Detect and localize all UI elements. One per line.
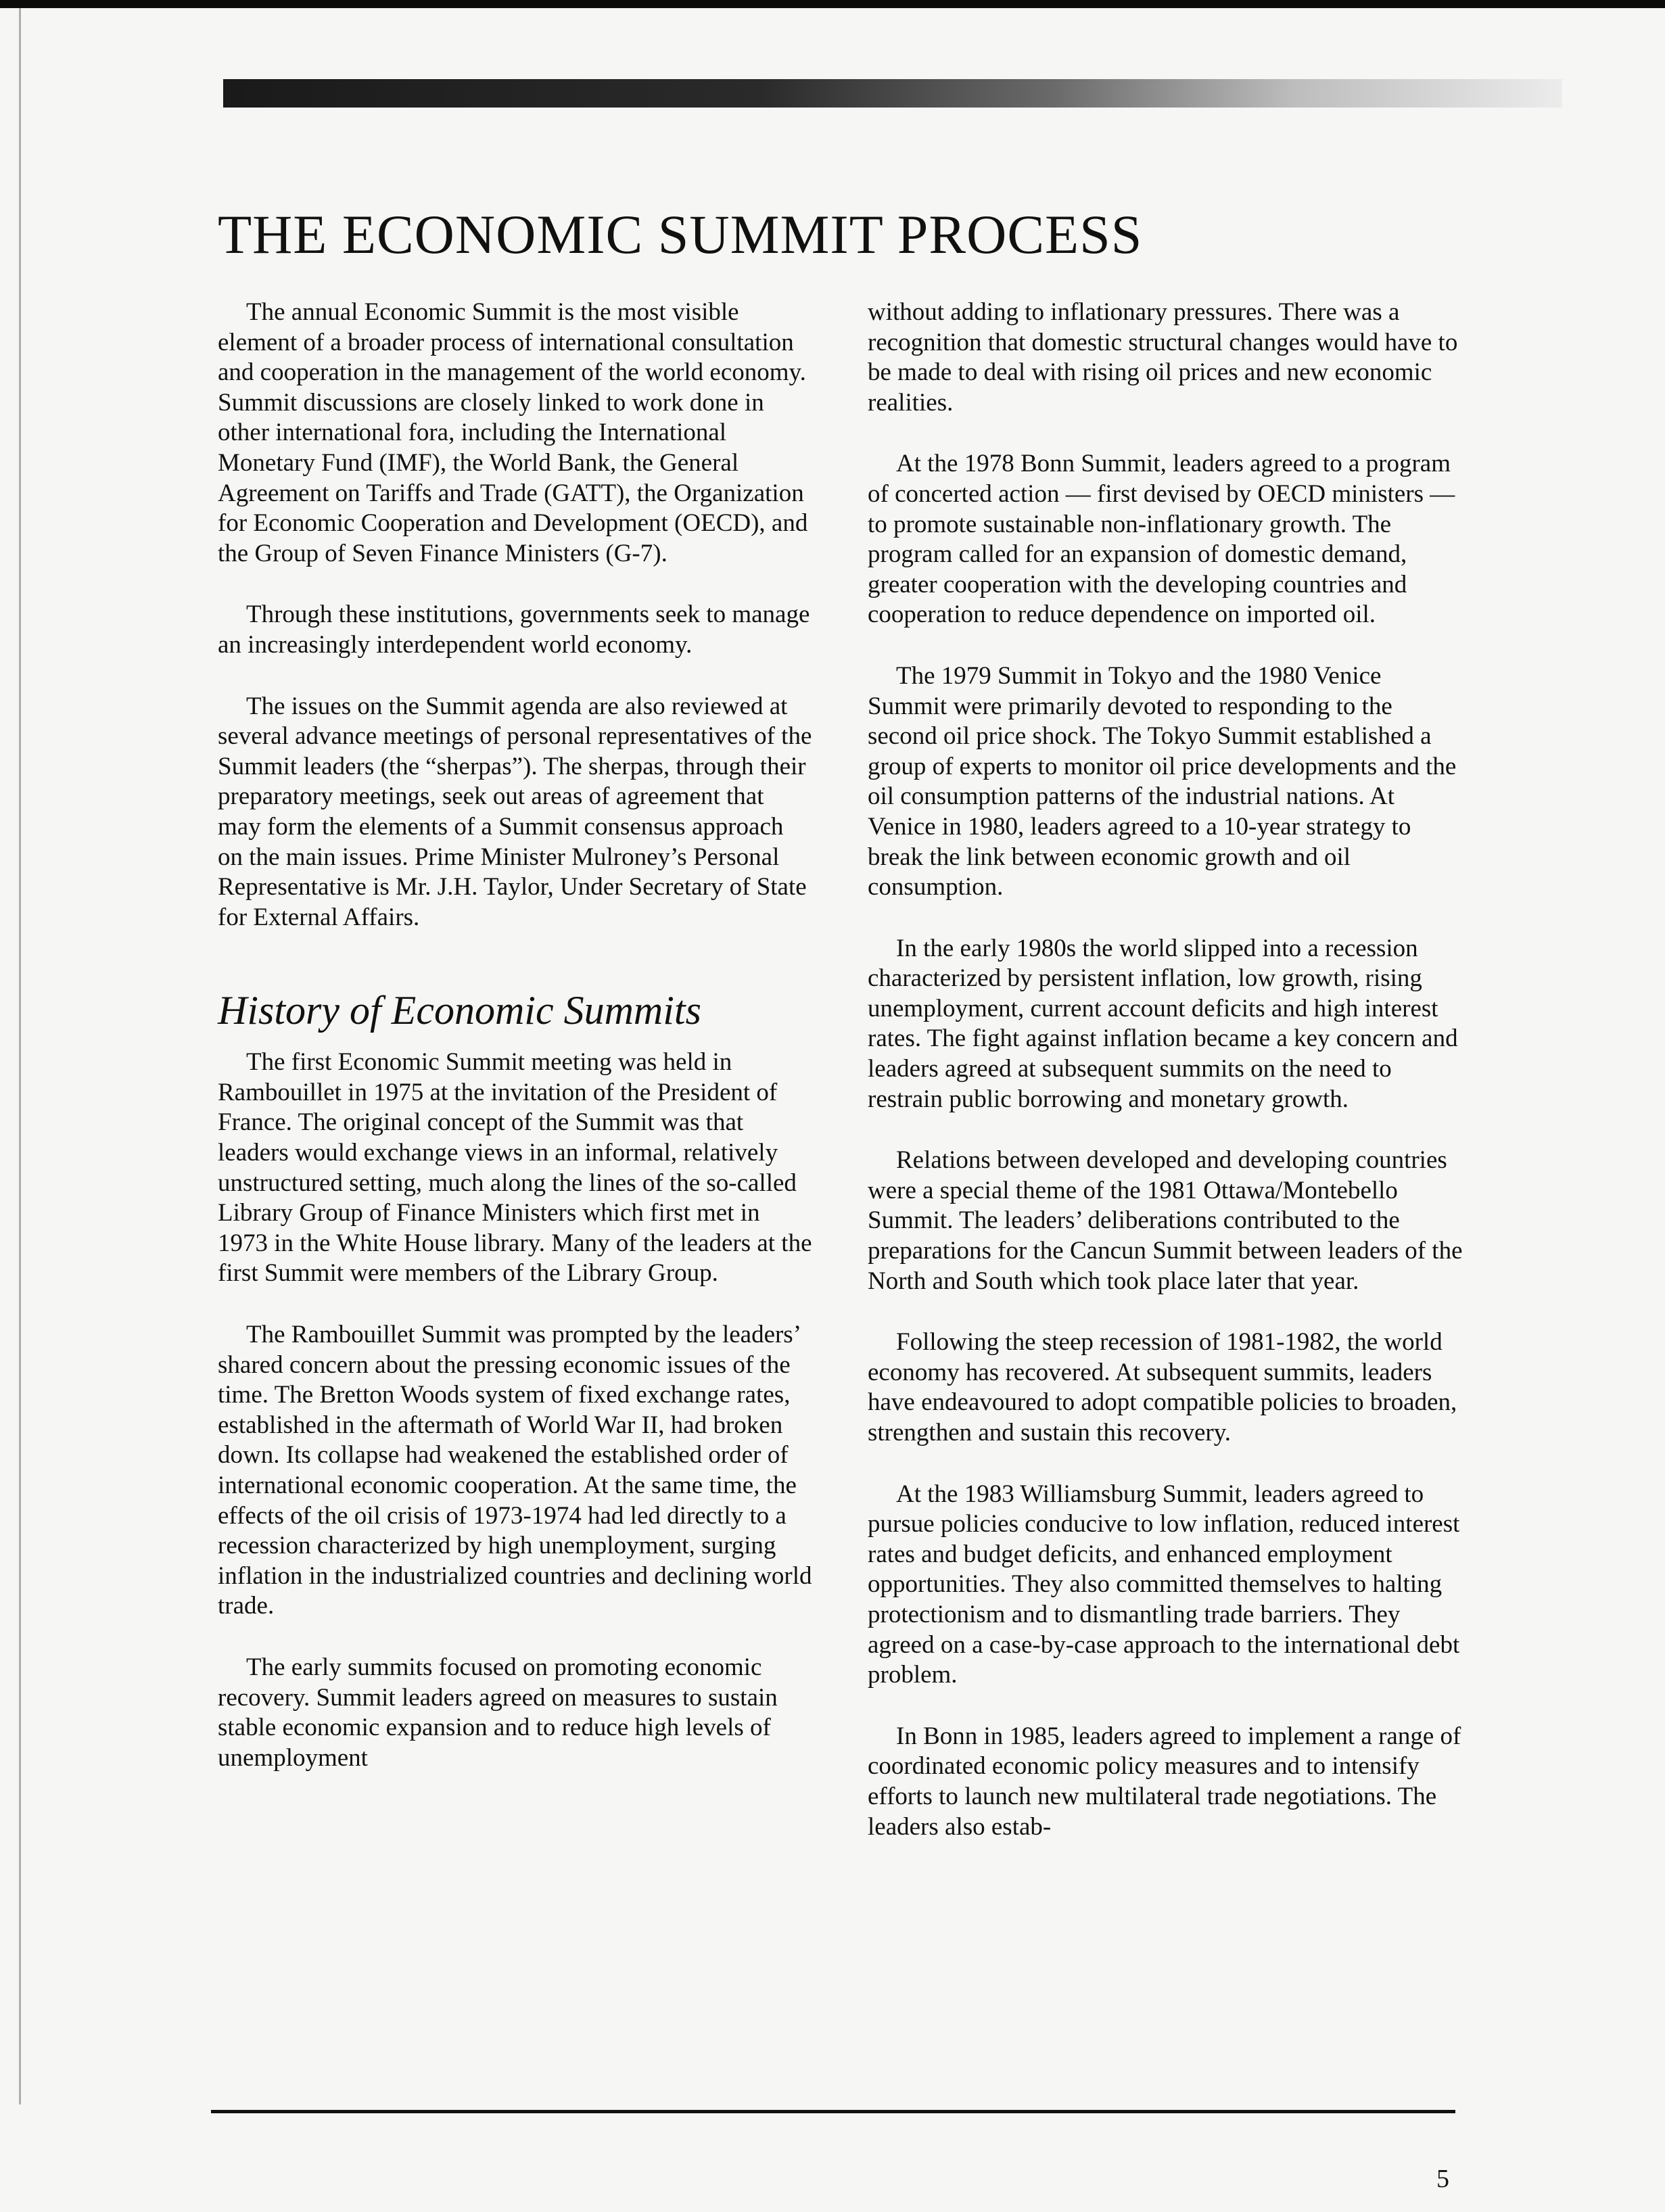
paragraph-bonn-1978: At the 1978 Bonn Summit, leaders agreed to a program of concerted action — first devised by OECD ministers — to promote sustainable non-inflationary growth. The program called for an expansion of domestic demand, greater cooperation with the developing countries and cooperation to reduce dependence on imported oil. [868,450,1455,629]
paragraph-ottawa-montebello: Relations between developed and developing countries were a special theme of the 1981 Ottawa/Montebello Summit. The leaders’ deliberations contributed to the preparations for the Cancun Summit between leaders of the North and South which took place later that year. [868,1146,1463,1295]
paragraph-williamsburg: At the 1983 Williamsburg Summit, leaders agreed to pursue policies conducive to low inflation, reduced interest rates and budget deficits, and enhanced employment opportunities. They also committed themselves to halting protectionism and to dismantling trade barriers. They agreed on a case-by-case approach to the international debt problem. [868,1480,1460,1689]
paragraph-early-summits: The early summits focused on promoting economic recovery. Summit leaders agreed on measures to sustain stable economic expansion and to reduce high levels of unemployment [218,1653,778,1772]
top-edge-bar [0,0,1665,8]
paragraph-recovery: Following the steep recession of 1981-1982, the world economy has recovered. At subsequent summits, leaders have endeavoured to adopt compatible policies to broaden, strengthen and sustain this recovery. [868,1328,1457,1446]
page-title: THE ECONOMIC SUMMIT PROCESS [218,204,1143,265]
paragraph-tokyo-venice: The 1979 Summit in Tokyo and the 1980 Venice Summit were primarily devoted to responding to the second oil price shock. The Tokyo Summit established a group of experts to monitor oil price developments and the oil consumption patterns of the industrial nations. At Venice in 1980, leaders agreed to a 10-year strategy to break the link between economic growth and oil consumption. [868,661,1457,901]
header-gradient-bar [223,79,1562,108]
page-number: 5 [1436,2165,1449,2193]
paragraph-first-summit: The first Economic Summit meeting was held in Rambouillet in 1975 at the invitation of the President of France. The original concept of the Summit was that leaders would exchange views in an informal, relatively unstructured setting, much along the lines of the so-called Library Group of Finance Ministers which first met in 1973 in the White House library. Many of the leaders at the first Summit were members of the Library Group. [218,1048,812,1288]
paragraph-institutions: Through these institutions, governments seek to manage an increasingly interdependent world economy. [218,601,810,659]
left-column [218,298,813,1773]
footer-rule [211,2110,1455,2113]
paragraph-continuation: without adding to inflationary pressures. There was a recognition that domestic structural changes would have to be made to deal with rising oil prices and new economic realities. [868,298,1458,417]
paragraph-sherpas: The issues on the Summit agenda are also reviewed at several advance meetings of personal representatives of the Summit leaders (the “sherpas”). The sherpas, through their preparatory meetings, seek out areas of agreement that may form the elements of a Summit consensus approach on the main issues. Prime Minister Mulroney’s Personal Representative is Mr. J.H. Taylor, Under Secretary of State for External Affairs. [218,692,812,931]
paragraph-bonn-1985: In Bonn in 1985, leaders agreed to implement a range of coordinated economic policy measures and to intensify efforts to launch new multilateral trade negotiations. The leaders also estab- [868,1722,1461,1841]
paragraph-early-1980s: In the early 1980s the world slipped into a recession characterized by persistent inflation, low growth, rising unemployment, current account deficits and high interest rates. The fight against inflation became a key concern and leaders agreed at subsequent summits on the need to restrain public borrowing and monetary growth. [868,934,1458,1113]
right-column [868,298,1463,1842]
left-edge-line [19,8,21,2104]
paragraph-rambouillet: The Rambouillet Summit was prompted by the leaders’ shared concern about the pressing economic issues of the time. The Bretton Woods system of fixed exchange rates, established in the aftermath of World War II, had broken down. Its collapse had weakened the established order of international economic cooperation. At the same time, the effects of the oil crisis of 1973-1974 had led directly to a recession characterized by high unemployment, surging inflation in the industrialized countries and declining world trade. [218,1321,812,1620]
section-heading: History of Economic Summits [218,988,701,1033]
paragraph-intro: The annual Economic Summit is the most visible element of a broader process of international consultation and cooperation in the management of the world economy. Summit discussions are closely linked to work done in other international fora, including the International Monetary Fund (IMF), the World Bank, the General Agreement on Tariffs and Trade (GATT), the Organization for Economic Cooperation and Development (OECD), and the Group of Seven Finance Ministers (G-7). [218,298,808,567]
